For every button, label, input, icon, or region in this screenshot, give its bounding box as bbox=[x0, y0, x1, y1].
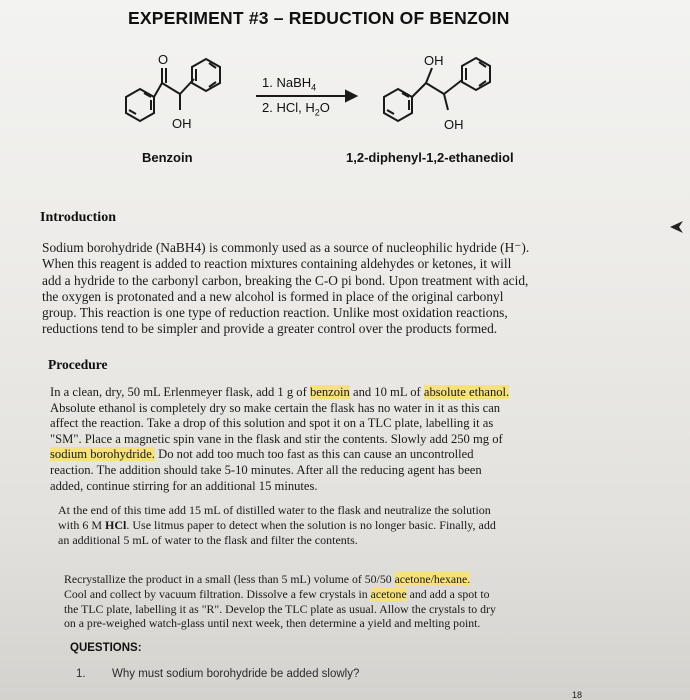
procedure-line bbox=[64, 587, 496, 602]
intro-line: the oxygen is protonated and a new alcohol is formed in place of the original carbonyl bbox=[42, 288, 504, 304]
procedure-line: on a pre-weighed watch-glass until next week, then determine a yield and melting point. bbox=[64, 616, 481, 631]
intro-line: reductions tend to be simpler and provide a greater control over the products formed. bbox=[42, 321, 498, 337]
procedure-line bbox=[58, 518, 496, 533]
benzoin-oh-label: OH bbox=[172, 116, 192, 131]
product-oh-top-label: OH bbox=[424, 53, 444, 68]
procedure-line: added, continue stirring for an additional 15 minutes. bbox=[50, 478, 318, 493]
benzoin-right-ring bbox=[192, 59, 220, 91]
highlight-benzoin: benzoin bbox=[309, 385, 350, 399]
procedure-line bbox=[50, 447, 509, 463]
benzoin-left-ring bbox=[126, 89, 154, 121]
reactant-name: Benzoin bbox=[142, 150, 193, 165]
intro-line: group. This reaction is one type of reduction reaction. Unlike most oxidation reactions, bbox=[42, 305, 508, 321]
procedure-line: an additional 5 mL of water to the flask and filter the contents. bbox=[58, 533, 358, 548]
reagent-step-1 bbox=[262, 75, 316, 93]
bold-hcl: HCl bbox=[105, 518, 127, 533]
reagent-1-text: 1. NaBH bbox=[262, 75, 312, 90]
introduction-heading: Introduction bbox=[40, 210, 116, 225]
reagent-2-subscript: 2 bbox=[314, 107, 320, 118]
reagent-2-text: 2. HCl, H bbox=[262, 100, 315, 115]
text-span: Recrystallize the product in a small (less than 5 mL) volume of 50/50 bbox=[64, 572, 395, 586]
intro-line: When this reagent is added to reaction mixtures containing aldehydes or ketones, it will bbox=[42, 256, 512, 272]
reagent-step-2 bbox=[262, 100, 330, 118]
procedure-line bbox=[64, 572, 496, 587]
highlight-absolute-ethanol: absolute ethanol. bbox=[423, 385, 510, 399]
intro-line: Sodium borohydride (NaBH4) is commonly used as a source of nucleophilic hydride (H⁻). bbox=[42, 240, 530, 255]
procedure-line: reaction. The addition should take 5-10 minutes. After all the reducing agent has been bbox=[50, 462, 482, 477]
questions-heading: QUESTIONS: bbox=[70, 642, 142, 654]
product-left-ring bbox=[384, 89, 412, 121]
procedure-line: the TLC plate, labelling it as "R". Develop the TLC plate as usual. Allow the crystals to dry bbox=[64, 601, 496, 616]
product-oh-bottom-bond bbox=[444, 94, 448, 110]
product-right-ring bbox=[462, 58, 490, 90]
procedure-line: affect the reaction. Take a drop of this solution and spot it on a TLC plate, labelling it as bbox=[50, 416, 494, 431]
page-title: EXPERIMENT #3 – REDUCTION OF BENZOIN bbox=[128, 8, 510, 28]
text-span: In a clean, dry, 50 mL Erlenmeyer flask, add 1 g of bbox=[50, 385, 310, 399]
introduction-text bbox=[42, 240, 529, 338]
reagent-1-subscript: 4 bbox=[311, 82, 317, 93]
procedure-paragraph-3 bbox=[64, 572, 496, 631]
question-1-text: Why must sodium borohydride be added slowly? bbox=[112, 668, 360, 680]
highlight-sodium-borohydride: sodium borohydride. bbox=[50, 447, 155, 462]
procedure-line: "SM". Place a magnetic spin vane in the flask and stir the contents. Slowly add 250 mg of bbox=[50, 431, 503, 446]
reagent-2-text-end: O bbox=[319, 100, 330, 115]
text-span: . Use litmus paper to detect when the solution is no longer basic. Finally, add bbox=[126, 518, 496, 533]
reaction-scheme bbox=[0, 0, 690, 180]
reaction-arrow-head bbox=[346, 91, 356, 101]
intro-line: add a hydride to the carbonyl carbon, breaking the C-O pi bond. Upon treatment with acid, bbox=[42, 272, 529, 288]
highlight-acetone: acetone bbox=[370, 586, 407, 601]
benzoin-bond-1 bbox=[154, 83, 162, 97]
benzoin-bond-2 bbox=[162, 83, 180, 94]
text-span: and 10 mL of bbox=[349, 385, 424, 399]
procedure-paragraph-1 bbox=[50, 385, 509, 494]
question-1-number: 1. bbox=[76, 668, 86, 680]
procedure-paragraph-2 bbox=[58, 503, 496, 549]
cursor-arrow-icon bbox=[670, 221, 684, 233]
benzoin-carbonyl-label: O bbox=[158, 52, 169, 67]
product-oh-bottom-label: OH bbox=[444, 117, 464, 132]
product-name: 1,2-diphenyl-1,2-ethanediol bbox=[346, 150, 514, 165]
procedure-line: At the end of this time add 15 mL of distilled water to the flask and neutralize the solution bbox=[58, 503, 491, 517]
page-number: 18 bbox=[571, 690, 582, 700]
text-span: Cool and collect by vacuum filtration. Dissolve a few crystals in bbox=[64, 586, 371, 601]
product-oh-top-bond bbox=[426, 68, 432, 83]
highlight-acetone-hexane: acetone/hexane. bbox=[394, 572, 471, 586]
text-span: Do not add too much too fast as this can cause an uncontrolled bbox=[154, 447, 474, 462]
procedure-heading: Procedure bbox=[48, 357, 108, 372]
procedure-line bbox=[50, 385, 509, 401]
procedure-line: Absolute ethanol is completely dry so make certain the flask has no water in it as this can bbox=[50, 400, 501, 415]
text-span: with 6 M bbox=[58, 518, 106, 533]
text-span: and add a spot to bbox=[406, 586, 490, 601]
